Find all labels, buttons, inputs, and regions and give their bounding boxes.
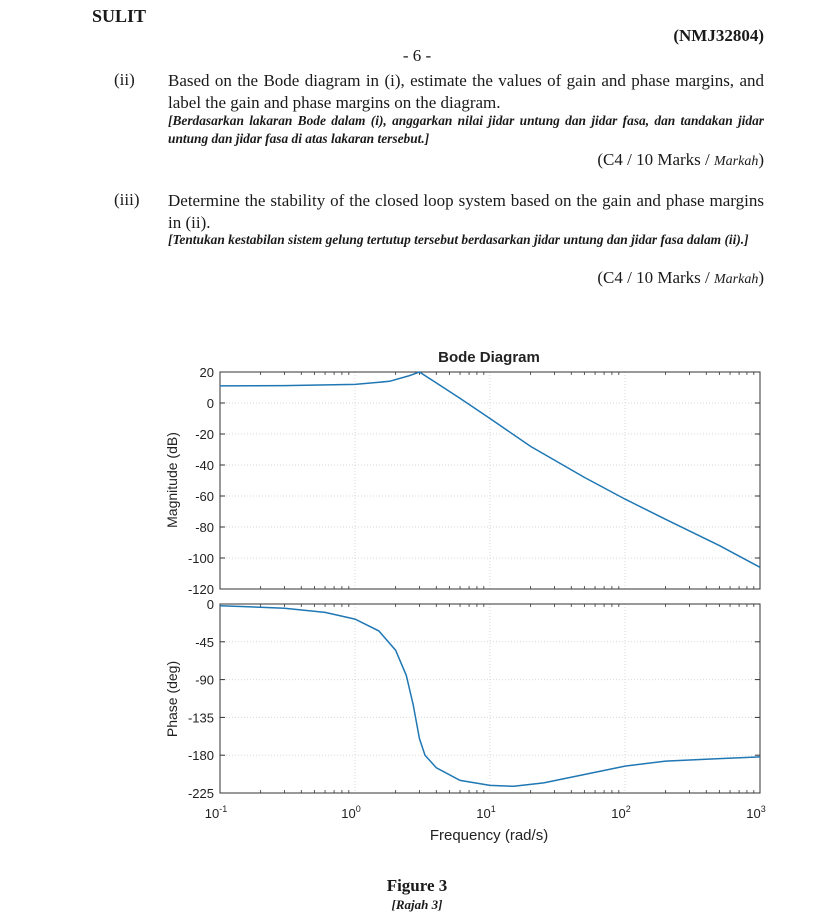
x-tick-label: $10^1$	[476, 804, 496, 821]
y-tick-label: -20	[195, 427, 214, 442]
y-tick-label: -180	[187, 748, 214, 764]
question-text: Based on the Bode diagram in (i), estimate the values of gain and phase margins, and label the gain and phase margins on the diagram.	[168, 71, 764, 112]
question-text: Determine the stability of the closed loop system based on the gain and phase margins in (ii).	[168, 191, 764, 232]
page-number: - 6 -	[402, 46, 432, 65]
classification-label: SULIT	[92, 6, 147, 26]
question-translation: [Tentukan kestabilan sistem gelung tertutup tersebut berdasarkan jidar untung dan jidar fasa dalam (ii).]	[168, 232, 749, 247]
phase-axis-label: Phase (deg)	[164, 660, 180, 738]
y-tick-label: 20	[199, 365, 214, 380]
phase-plot-frame	[220, 604, 760, 793]
magnitude-axis-label: Magnitude (dB)	[164, 432, 180, 528]
y-tick-label: -135	[187, 710, 214, 726]
magnitude-grid	[220, 372, 760, 589]
magnitude-series-line	[220, 372, 760, 567]
x-tick-label: $10^{-1}$	[204, 804, 228, 821]
x-tick-label: $10^3$	[746, 804, 766, 821]
y-tick-label: -45	[195, 634, 214, 650]
question-number: (iii)	[114, 190, 140, 209]
course-code: (NMJ32804)	[673, 26, 764, 45]
marks-prefix: (C4 / 10 Marks /	[597, 268, 714, 287]
phase-series-line	[220, 606, 760, 787]
y-tick-label: -100	[187, 551, 214, 566]
marks-suffix: )	[758, 268, 764, 287]
question-translation: [Berdasarkan lakaran Bode dalam (i), anggarkan nilai jidar untung dan jidar fasa, dan tandakan jidar untung dan jidar fasa di atas lakaran tersebut.]	[168, 113, 764, 146]
y-tick-label: -80	[195, 520, 214, 535]
y-tick-label: -60	[195, 489, 214, 504]
question-number: (ii)	[114, 70, 135, 89]
figure-caption	[0, 876, 834, 913]
x-tick-label: $10^2$	[611, 804, 631, 821]
marks-malay: Markah	[714, 272, 759, 287]
y-tick-label: -120	[187, 582, 214, 597]
figure-subtitle: [Rajah 3]	[391, 897, 443, 912]
chart-title: Bode Diagram	[438, 349, 540, 366]
magnitude-y-ticks	[188, 365, 760, 597]
y-tick-label: 0	[206, 597, 214, 612]
marks-suffix: )	[758, 150, 764, 169]
frequency-x-ticks	[205, 372, 766, 821]
y-tick-label: 0	[206, 396, 214, 411]
y-tick-label: -90	[195, 672, 214, 688]
y-tick-label: -225	[187, 786, 214, 801]
x-tick-label: $10^0$	[341, 804, 361, 821]
marks-prefix: (C4 / 10 Marks /	[597, 150, 714, 169]
y-tick-label: -40	[195, 458, 214, 473]
phase-y-ticks	[188, 597, 760, 801]
figure-title: Figure 3	[386, 876, 448, 895]
frequency-axis-label: Frequency (rad/s)	[429, 827, 549, 844]
phase-grid	[220, 604, 760, 793]
marks-malay: Markah	[714, 154, 759, 169]
